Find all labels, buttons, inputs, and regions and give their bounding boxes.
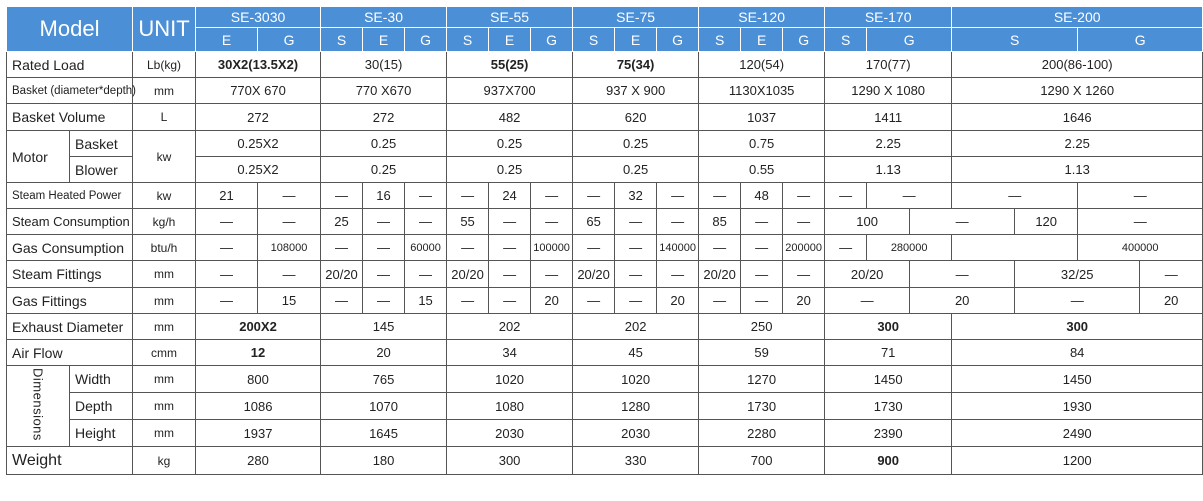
cell: — <box>952 183 1078 209</box>
cell: — <box>1078 209 1203 235</box>
row-label: Motor <box>7 131 70 183</box>
variant-label: E <box>196 28 258 52</box>
row-unit: Lb(kg) <box>133 52 196 78</box>
cell: — <box>489 235 531 261</box>
model-se55: SE-55 <box>447 7 573 28</box>
cell: 2280 <box>699 420 825 447</box>
cell: — <box>196 235 258 261</box>
cell: 0.25 <box>447 157 573 183</box>
cell: 400000 <box>1078 235 1203 261</box>
cell: — <box>531 183 573 209</box>
row-sublabel: Width <box>70 366 133 393</box>
cell: 32 <box>615 183 657 209</box>
cell: 0.25X2 <box>196 131 321 157</box>
cell: 2.25 <box>825 131 952 157</box>
cell: 0.75 <box>699 131 825 157</box>
cell: 280000 <box>867 235 952 261</box>
model-se3030: SE-3030 <box>196 7 321 28</box>
cell: 120 <box>1015 209 1078 235</box>
cell: 170(77) <box>825 52 952 78</box>
cell: 0.25 <box>447 131 573 157</box>
cell: 0.55 <box>699 157 825 183</box>
variant-label: S <box>447 28 489 52</box>
cell: — <box>447 235 489 261</box>
cell: — <box>657 183 699 209</box>
model-se75: SE-75 <box>573 7 699 28</box>
variant-label: S <box>825 28 867 52</box>
cell: 1.13 <box>952 157 1203 183</box>
cell: 1037 <box>699 104 825 131</box>
cell: 202 <box>447 314 573 340</box>
row-sublabel: Basket <box>70 131 133 157</box>
cell: 71 <box>825 340 952 366</box>
cell: 765 <box>321 366 447 393</box>
cell: 1450 <box>952 366 1203 393</box>
cell <box>952 235 1078 261</box>
cell: — <box>573 235 615 261</box>
model-se200: SE-200 <box>952 7 1203 28</box>
row-unit: mm <box>133 78 196 104</box>
spec-table <box>6 6 1203 475</box>
cell: 145 <box>321 314 447 340</box>
header-row-models <box>7 7 1203 28</box>
cell: — <box>741 209 783 235</box>
cell: — <box>258 183 321 209</box>
row-dimensions-height <box>7 420 1203 447</box>
cell: 1730 <box>699 393 825 420</box>
cell: — <box>573 288 615 314</box>
cell: 20 <box>657 288 699 314</box>
cell: 16 <box>363 183 405 209</box>
row-unit: btu/h <box>133 235 196 261</box>
variant-label: G <box>867 28 952 52</box>
cell: — <box>573 183 615 209</box>
cell: 937X700 <box>447 78 573 104</box>
cell: — <box>489 209 531 235</box>
row-unit: mm <box>133 314 196 340</box>
cell: 34 <box>447 340 573 366</box>
cell: 1270 <box>699 366 825 393</box>
cell: 15 <box>405 288 447 314</box>
row-steam-heated-power <box>7 183 1203 209</box>
cell: — <box>1140 261 1203 288</box>
cell: 20/20 <box>321 261 363 288</box>
row-label: Weight <box>7 447 133 475</box>
cell: — <box>910 209 1015 235</box>
cell: 1645 <box>321 420 447 447</box>
row-sublabel: Blower <box>70 157 133 183</box>
row-label: Gas Consumption <box>7 235 133 261</box>
row-exhaust-diameter <box>7 314 1203 340</box>
row-unit: cmm <box>133 340 196 366</box>
cell: 250 <box>699 314 825 340</box>
model-header: Model <box>7 7 133 52</box>
row-label: Basket Volume <box>7 104 133 131</box>
dimensions-text: Dimensions <box>30 368 46 441</box>
cell: — <box>615 288 657 314</box>
variant-label: G <box>657 28 699 52</box>
row-unit: L <box>133 104 196 131</box>
cell: 21 <box>196 183 258 209</box>
cell: — <box>615 235 657 261</box>
row-dimensions-width <box>7 366 1203 393</box>
cell: — <box>196 261 258 288</box>
cell: 20/20 <box>699 261 741 288</box>
cell: 20 <box>321 340 447 366</box>
row-unit: mm <box>133 288 196 314</box>
row-sublabel: Depth <box>70 393 133 420</box>
cell: 1290 X 1260 <box>952 78 1203 104</box>
model-se170: SE-170 <box>825 7 952 28</box>
cell: 300 <box>952 314 1203 340</box>
cell: — <box>447 183 489 209</box>
cell: 1070 <box>321 393 447 420</box>
cell: 800 <box>196 366 321 393</box>
cell: 272 <box>196 104 321 131</box>
variant-label: E <box>615 28 657 52</box>
cell: 55 <box>447 209 489 235</box>
cell: 770X 670 <box>196 78 321 104</box>
cell: — <box>783 261 825 288</box>
cell: 0.25 <box>321 157 447 183</box>
cell: 108000 <box>258 235 321 261</box>
cell: 24 <box>489 183 531 209</box>
row-label: Steam Consumption <box>7 209 133 235</box>
row-rated-load <box>7 52 1203 78</box>
model-se120: SE-120 <box>699 7 825 28</box>
row-air-flow <box>7 340 1203 366</box>
row-gas-fittings <box>7 288 1203 314</box>
variant-label: S <box>952 28 1078 52</box>
variant-label: G <box>405 28 447 52</box>
variant-label: E <box>363 28 405 52</box>
cell: — <box>258 209 321 235</box>
cell: 20/20 <box>573 261 615 288</box>
cell: 20 <box>783 288 825 314</box>
cell: — <box>363 261 405 288</box>
cell: 20 <box>1140 288 1203 314</box>
cell: — <box>741 235 783 261</box>
row-label: Gas Fittings <box>7 288 133 314</box>
row-basket-volume <box>7 104 1203 131</box>
cell: 2490 <box>952 420 1203 447</box>
cell: — <box>363 209 405 235</box>
variant-label: S <box>699 28 741 52</box>
cell: 1020 <box>573 366 699 393</box>
row-unit: mm <box>133 420 196 447</box>
cell: 1086 <box>196 393 321 420</box>
cell: 12 <box>196 340 321 366</box>
cell: — <box>196 288 258 314</box>
cell: 25 <box>321 209 363 235</box>
cell: — <box>489 261 531 288</box>
cell: 60000 <box>405 235 447 261</box>
cell: — <box>783 209 825 235</box>
model-se30: SE-30 <box>321 7 447 28</box>
variant-label: E <box>489 28 531 52</box>
cell: 65 <box>573 209 615 235</box>
cell: — <box>825 288 910 314</box>
row-unit: kw <box>133 131 196 183</box>
row-gas-consumption <box>7 235 1203 261</box>
cell: — <box>447 288 489 314</box>
cell: 0.25X2 <box>196 157 321 183</box>
unit-header: UNIT <box>133 7 196 52</box>
cell: — <box>405 261 447 288</box>
cell: 0.25 <box>321 131 447 157</box>
cell: 75(34) <box>573 52 699 78</box>
cell: 1411 <box>825 104 952 131</box>
cell: — <box>1078 183 1203 209</box>
row-label: Exhaust Diameter <box>7 314 133 340</box>
cell: 20 <box>531 288 573 314</box>
cell: 2030 <box>573 420 699 447</box>
cell: 30X2(13.5X2) <box>196 52 321 78</box>
cell: 200000 <box>783 235 825 261</box>
cell: — <box>741 288 783 314</box>
cell: 200X2 <box>196 314 321 340</box>
cell: 202 <box>573 314 699 340</box>
cell: — <box>867 183 952 209</box>
row-steam-consumption <box>7 209 1203 235</box>
cell: — <box>531 261 573 288</box>
cell: 200(86-100) <box>952 52 1203 78</box>
row-basket <box>7 78 1203 104</box>
cell: — <box>615 261 657 288</box>
cell: 45 <box>573 340 699 366</box>
cell: — <box>531 209 573 235</box>
row-unit: mm <box>133 393 196 420</box>
row-unit: kg <box>133 447 196 475</box>
cell: — <box>405 209 447 235</box>
cell: 1937 <box>196 420 321 447</box>
cell: 59 <box>699 340 825 366</box>
cell: — <box>363 288 405 314</box>
cell: — <box>321 183 363 209</box>
variant-label: E <box>741 28 783 52</box>
cell: — <box>783 183 825 209</box>
cell: 32/25 <box>1015 261 1140 288</box>
cell: 1200 <box>952 447 1203 475</box>
cell: — <box>489 288 531 314</box>
row-label: Steam Fittings <box>7 261 133 288</box>
cell: 1290 X 1080 <box>825 78 952 104</box>
cell: — <box>258 261 321 288</box>
cell: 1930 <box>952 393 1203 420</box>
cell: 100000 <box>531 235 573 261</box>
row-dimensions-depth <box>7 393 1203 420</box>
row-unit: mm <box>133 366 196 393</box>
cell: 120(54) <box>699 52 825 78</box>
cell: — <box>699 235 741 261</box>
cell: 300 <box>825 314 952 340</box>
cell: 1080 <box>447 393 573 420</box>
row-label: Basket (diameter*depth) <box>7 78 133 104</box>
cell: — <box>657 261 699 288</box>
row-label: Air Flow <box>7 340 133 366</box>
variant-label: G <box>783 28 825 52</box>
cell: 300 <box>447 447 573 475</box>
variant-label: G <box>531 28 573 52</box>
cell: 1450 <box>825 366 952 393</box>
cell: 900 <box>825 447 952 475</box>
cell: — <box>363 235 405 261</box>
row-steam-fittings <box>7 261 1203 288</box>
cell: — <box>825 183 867 209</box>
cell: — <box>615 209 657 235</box>
cell: 20/20 <box>447 261 489 288</box>
cell: 1020 <box>447 366 573 393</box>
cell: 0.25 <box>573 131 699 157</box>
variant-label: G <box>1078 28 1203 52</box>
cell: 85 <box>699 209 741 235</box>
row-unit: kg/h <box>133 209 196 235</box>
cell: 1130X1035 <box>699 78 825 104</box>
cell: 100 <box>825 209 910 235</box>
cell: 1646 <box>952 104 1203 131</box>
row-unit: kw <box>133 183 196 209</box>
row-label: Rated Load <box>7 52 133 78</box>
cell: 15 <box>258 288 321 314</box>
cell: 20/20 <box>825 261 910 288</box>
cell: — <box>321 288 363 314</box>
cell: 620 <box>573 104 699 131</box>
cell: 2030 <box>447 420 573 447</box>
cell: 1280 <box>573 393 699 420</box>
cell: — <box>699 183 741 209</box>
cell: 272 <box>321 104 447 131</box>
row-weight <box>7 447 1203 475</box>
cell: — <box>910 261 1015 288</box>
cell: 20 <box>910 288 1015 314</box>
cell: — <box>1015 288 1140 314</box>
row-motor-basket <box>7 131 1203 157</box>
cell: 30(15) <box>321 52 447 78</box>
cell: 937 X 900 <box>573 78 699 104</box>
dimensions-label <box>7 366 70 447</box>
variant-label: S <box>573 28 615 52</box>
cell: 330 <box>573 447 699 475</box>
cell: 2.25 <box>952 131 1203 157</box>
cell: 700 <box>699 447 825 475</box>
cell: 140000 <box>657 235 699 261</box>
cell: 55(25) <box>447 52 573 78</box>
cell: 1730 <box>825 393 952 420</box>
cell: 482 <box>447 104 573 131</box>
cell: — <box>657 209 699 235</box>
cell: — <box>405 183 447 209</box>
cell: — <box>699 288 741 314</box>
cell: 2390 <box>825 420 952 447</box>
cell: 280 <box>196 447 321 475</box>
cell: — <box>825 235 867 261</box>
cell: — <box>741 261 783 288</box>
cell: — <box>196 209 258 235</box>
cell: 0.25 <box>573 157 699 183</box>
cell: — <box>321 235 363 261</box>
cell: 84 <box>952 340 1203 366</box>
cell: 48 <box>741 183 783 209</box>
row-label: Steam Heated Power <box>7 183 133 209</box>
variant-label: G <box>258 28 321 52</box>
cell: 180 <box>321 447 447 475</box>
variant-label: S <box>321 28 363 52</box>
row-sublabel: Height <box>70 420 133 447</box>
row-unit: mm <box>133 261 196 288</box>
cell: 770 X670 <box>321 78 447 104</box>
cell: 1.13 <box>825 157 952 183</box>
